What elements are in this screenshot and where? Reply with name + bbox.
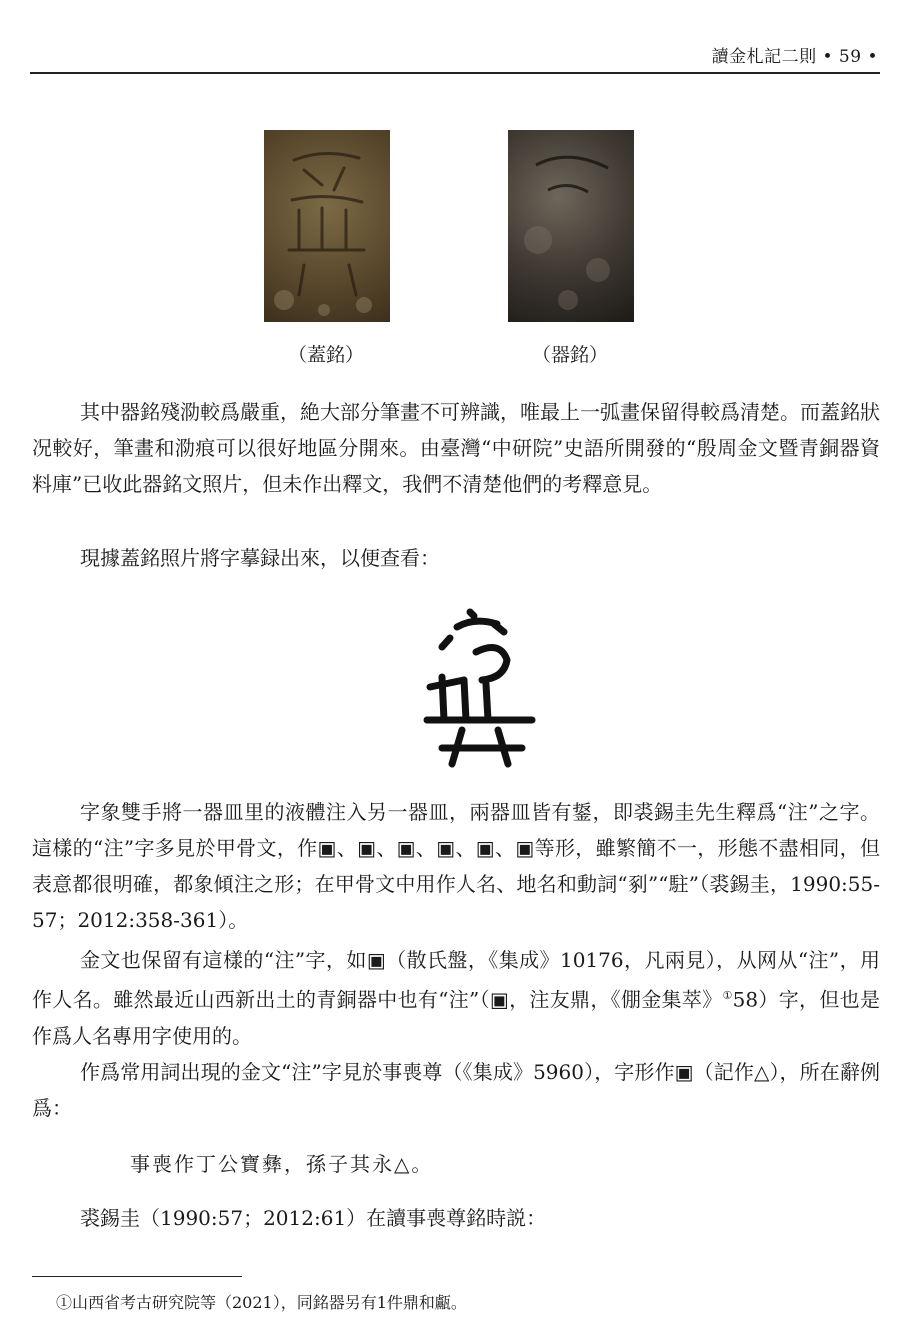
footnote-1: ①山西省考古研究院等（2021），同銘器另有1件鼎和甗。 xyxy=(56,1293,467,1312)
inscription-quote: 事喪作丁公寶彝，孫子其永△。 xyxy=(130,1152,434,1176)
paragraph-2: 現據蓋銘照片將字摹録出來，以便查看： xyxy=(80,546,440,570)
lid-inscription-photo xyxy=(264,130,390,322)
paragraph-4-text-a: 金文也保留有這樣的“注”字，如▣（散氏盤，《集成》10176，凡兩見），从网从“注”，用作人名。雖然最近山西新出土的青銅器中也有“注”（▣，注友鼎，《倗金集萃》 xyxy=(32,948,880,1012)
paragraph-1: 其中器銘殘泐較爲嚴重，絶大部分筆畫不可辨識，唯最上一弧畫保留得較爲清楚。而蓋銘狀况較好，筆畫和泐痕可以很好地區分開來。由臺灣“中研院”史語所開發的“殷周金文暨青銅器資料庫”已收此器銘文照片，但未作出釋文，我們不清楚他們的考釋意見。 xyxy=(32,400,880,496)
paragraph-4-text-b: 58）字，但也是作爲人名專用字使用的。 xyxy=(32,987,880,1048)
footnote-ref-1[interactable]: ① xyxy=(722,989,733,1002)
paragraph-5: 作爲常用詞出現的金文“注”字見於事喪尊（《集成》5960），字形作▣（記作△），所在辭例爲： xyxy=(32,1060,880,1120)
running-header xyxy=(30,36,880,74)
vessel-inscription-photo xyxy=(508,130,634,322)
paragraph-3: 字象雙手將一器皿里的液體注入另一器皿，兩器皿皆有鋬，即裘錫圭先生釋爲“注”之字。這樣的“注”字多見於甲骨文，作▣、▣、▣、▣、▣、▣等形，雖繁簡不一，形態不盡相同，但表意都很明確，都象傾注之形；在甲骨文中用作人名、地名和動詞“剢”“駐”（裘錫圭，1990:55-57；2012:358-361）。 xyxy=(32,800,880,932)
lid-photo-caption: （蓋銘） xyxy=(287,344,364,366)
paragraph-4 xyxy=(32,942,880,1054)
running-title: 讀金札記二則 • 59 • xyxy=(711,47,878,67)
footnote-divider xyxy=(32,1276,242,1277)
traced-character-glyph xyxy=(412,602,552,777)
vessel-photo-caption: （器銘） xyxy=(531,344,608,366)
paragraph-6: 裘錫圭（1990:57；2012:61）在讀事喪尊銘時説： xyxy=(80,1206,547,1230)
